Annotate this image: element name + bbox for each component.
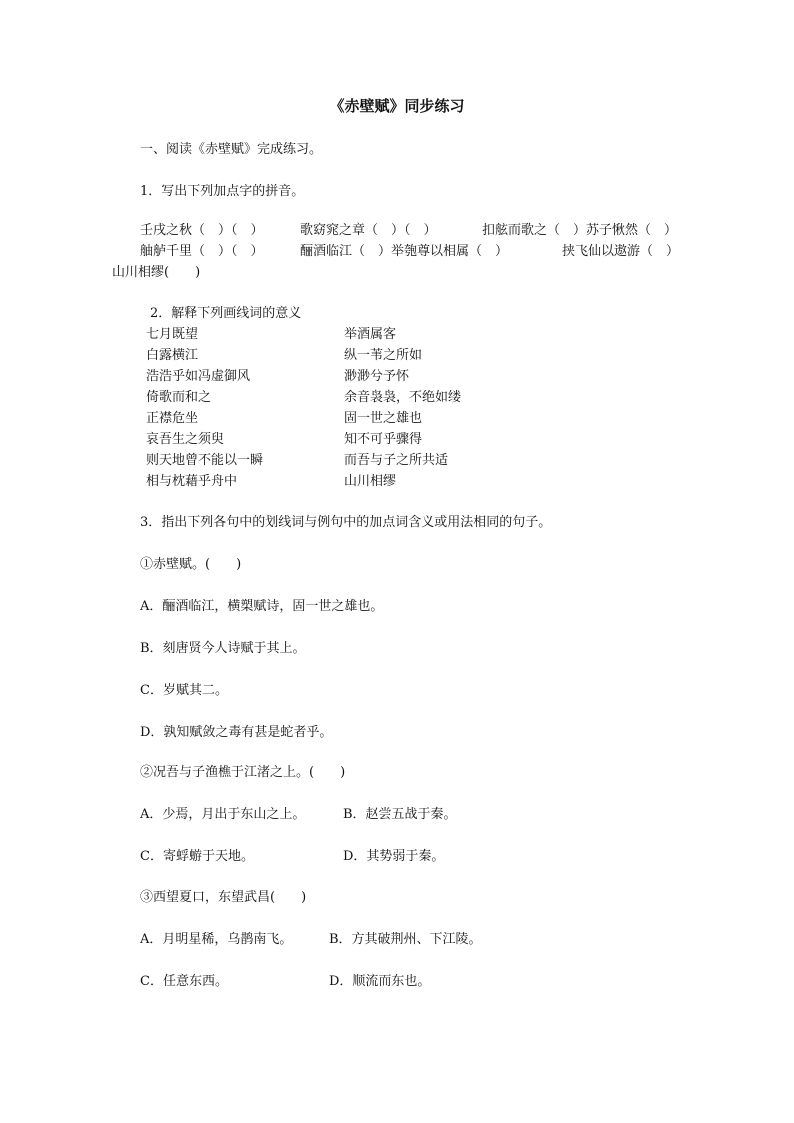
example-sentence: ③西望夏口，东望武昌( ): [140, 890, 307, 905]
option-a: A．月明星稀，乌鹊南飞。: [140, 932, 293, 947]
option-b: B．方其破荆州、下江陵。: [329, 932, 482, 947]
option-c: C．岁赋其二。: [140, 683, 228, 698]
vocab-item: 渺渺兮予怀: [344, 369, 410, 384]
option-b: B．赵尝五战于秦。: [343, 807, 457, 822]
pinyin-item: 酾酒临江（ ）举匏尊以相属（ ）: [300, 244, 509, 259]
vocab-item: 哀吾生之须臾: [146, 432, 225, 447]
vocab-item: 固一世之雄也: [344, 411, 423, 426]
example-sentence: ②况吾与子渔樵于江渚之上。( ): [140, 765, 346, 780]
question-1-heading: 1．写出下列加点字的拼音。: [140, 184, 305, 199]
vocab-item: 正襟危坐: [146, 411, 199, 426]
vocab-item: 举酒属客: [344, 327, 397, 342]
vocab-item: 而吾与子之所共适: [344, 453, 449, 468]
vocab-item: 七月既望: [146, 327, 199, 342]
pinyin-item: 歌窈窕之章（ ）（ ）: [300, 223, 437, 238]
pinyin-item: 舳舻千里（ ）（ ）: [140, 244, 264, 259]
pinyin-item: 挟飞仙以遨游（ ）: [562, 244, 680, 259]
vocab-item: 相与枕藉乎舟中: [146, 474, 238, 489]
pinyin-item: 壬戌之秋（ ）（ ）: [140, 223, 264, 238]
option-b: B．刻唐贤今人诗赋于其上。: [140, 641, 306, 656]
page-title: 《赤壁赋》同步练习: [329, 97, 465, 115]
example-sentence: ①赤壁赋。( ): [140, 557, 242, 572]
option-c: C．寄蜉蝣于天地。: [140, 849, 254, 864]
option-c: C．任意东西。: [140, 974, 228, 989]
pinyin-item: 扣舷而歌之（ ）苏子愀然（ ）: [482, 223, 678, 238]
section-heading: 一、阅读《赤壁赋》完成练习。: [140, 142, 323, 157]
option-d: D．顺流而东也。: [329, 974, 431, 989]
vocab-item: 白露横江: [146, 348, 199, 363]
vocab-item: 浩浩乎如冯虚御风: [146, 369, 251, 384]
option-d: D．孰知赋敛之毒有甚是蛇者乎。: [140, 725, 333, 740]
option-a: A．酾酒临江，横槊赋诗，固一世之雄也。: [140, 599, 384, 614]
question-2-heading: 2．解释下列画线词的意义: [150, 306, 302, 321]
vocab-item: 纵一苇之所如: [344, 348, 423, 363]
vocab-item: 余音袅袅，不绝如缕: [344, 390, 462, 405]
vocab-item: 倚歌而和之: [146, 390, 212, 405]
option-d: D．其势弱于秦。: [343, 849, 445, 864]
option-a: A．少焉，月出于东山之上。: [140, 807, 306, 822]
question-3-heading: 3．指出下列各句中的划线词与例句中的加点词含义或用法相同的句子。: [140, 515, 552, 530]
pinyin-item: 山川相缪( ): [112, 265, 201, 280]
vocab-item: 则天地曾不能以一瞬: [146, 453, 264, 468]
vocab-item: 知不可乎骤得: [344, 432, 423, 447]
vocab-item: 山川相缪: [344, 474, 397, 489]
